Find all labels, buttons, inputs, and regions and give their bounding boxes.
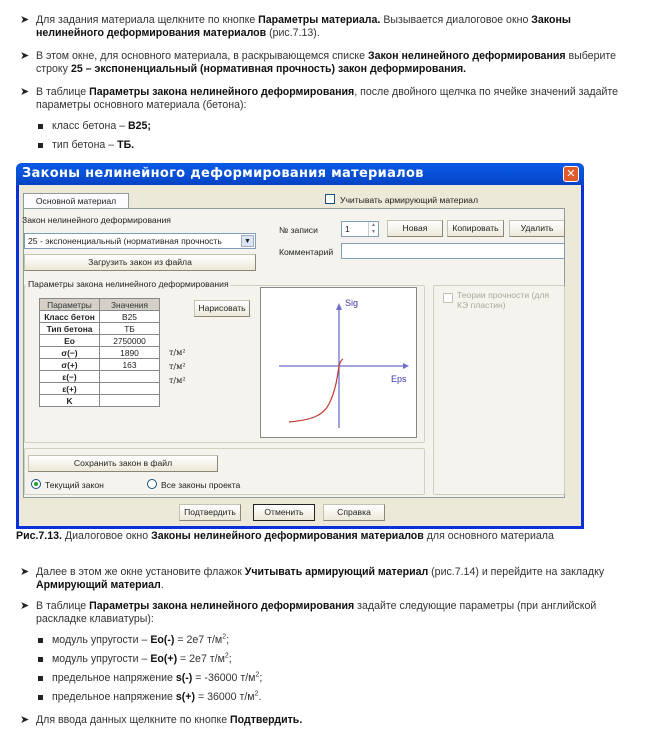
deformation-curve	[289, 359, 343, 422]
param-value-cell[interactable]: ТБ	[100, 323, 160, 335]
help-button[interactable]: Справка	[323, 504, 385, 521]
param-name: ε(+)	[40, 383, 100, 395]
radio-label: Все законы проекта	[161, 480, 241, 490]
table-row[interactable]	[40, 311, 160, 323]
law-select[interactable]	[24, 233, 256, 249]
instruction-step	[20, 566, 630, 592]
square-bullet-icon	[38, 695, 43, 700]
bullet-text: тип бетона – ТБ.	[52, 139, 135, 151]
param-value-cell[interactable]	[100, 371, 160, 383]
arrow-bullet-icon: ➤	[20, 600, 30, 612]
instruction-text: В таблице Параметры закона нелинейного деформирования, после двойного щелчка по ячейке значений задайте параметры основного материала (бетона):	[36, 86, 619, 111]
record-label: № записи	[279, 225, 318, 235]
tab-main-material[interactable]: Основной материал	[23, 193, 129, 209]
stress-strain-chart	[261, 288, 416, 437]
checkbox-box[interactable]	[325, 194, 335, 204]
param-value-cell[interactable]: B25	[100, 311, 160, 323]
nonlinear-laws-dialog	[16, 163, 584, 529]
table-header-row	[40, 299, 160, 311]
law-label: Закон нелинейного деформирования	[22, 215, 171, 225]
instruction-text: В этом окне, для основного материала, в раскрывающемся списке Закон нелинейного деформирования выберите строку 25 – экспоненциальный (нормативная прочность) закон деформирования.	[36, 50, 617, 75]
instruction-step	[20, 50, 630, 76]
unit-label: т/м²	[169, 376, 186, 385]
instruction-text: Для задания материала щелкните по кнопке Параметры материала. Вызывается диалоговое окно Законы нелинейного деформирования материалов (рис.7.13).	[36, 14, 571, 39]
new-record-button[interactable]: Новая	[387, 220, 443, 237]
close-icon[interactable]: ✕	[563, 166, 579, 182]
bullet-text: модуль упругости – Eo(-) = 2e7 $т/м^2$;	[52, 633, 230, 646]
square-bullet-icon	[38, 143, 43, 148]
arrow-bullet-icon: ➤	[20, 566, 30, 578]
load-law-button[interactable]: Загрузить закон из файла	[24, 254, 256, 271]
figure-caption: Рис.7.13. Диалоговое окно Законы нелинейного деформирования материалов для основного материала	[16, 530, 554, 542]
instruction-text: Для ввода данных щелкните по кнопке Подтвердить.	[36, 714, 303, 726]
bullet-item	[36, 634, 626, 647]
record-spinner[interactable]	[341, 221, 379, 237]
radio-button[interactable]	[147, 479, 157, 489]
param-name: σ(+)	[40, 359, 100, 371]
bullet-text: предельное напряжение s(-) = -36000 $т/м^2$;	[52, 671, 263, 684]
theory-checkbox[interactable]	[443, 290, 553, 310]
param-name: ε(−)	[40, 371, 100, 383]
radio-label: Текущий закон	[45, 480, 104, 490]
instruction-step	[20, 600, 630, 626]
bullet-text: модуль упругости – Eo(+) = 2e7 $т/м^2$;	[52, 652, 232, 665]
table-row[interactable]	[40, 371, 160, 383]
radio-all-laws[interactable]	[147, 479, 240, 490]
unit-label: т/м²	[169, 362, 186, 371]
cancel-button[interactable]: Отменить	[253, 504, 315, 521]
table-row[interactable]	[40, 395, 160, 407]
param-name: σ(−)	[40, 347, 100, 359]
arrow-bullet-icon: ➤	[20, 714, 30, 726]
bullet-item	[36, 653, 626, 666]
square-bullet-icon	[38, 124, 43, 129]
instruction-text: В таблице Параметры закона нелинейного деформирования задайте следующие параметры (при английской раскладке клавиатуры):	[36, 600, 597, 625]
radio-current-law[interactable]	[31, 479, 104, 490]
param-value-cell[interactable]	[100, 383, 160, 395]
param-value-cell[interactable]: 2750000	[100, 335, 160, 347]
law-plot	[260, 287, 417, 438]
checkbox-box[interactable]	[443, 293, 453, 303]
bullet-text: класс бетона – B25;	[52, 120, 151, 132]
spinner-arrows-icon[interactable]: ▲ ▼	[368, 222, 378, 236]
arrow-bullet-icon: ➤	[20, 86, 30, 98]
y-axis-arrow-icon	[336, 303, 342, 310]
bullet-item	[36, 139, 626, 152]
param-value-cell[interactable]: 1890	[100, 347, 160, 359]
dialog-titlebar[interactable]	[16, 163, 584, 185]
table-row[interactable]	[40, 383, 160, 395]
params-table[interactable]	[39, 298, 160, 407]
bullet-item	[36, 120, 626, 133]
comment-input[interactable]	[341, 243, 565, 259]
instruction-step	[20, 86, 630, 112]
draw-button[interactable]: Нарисовать	[194, 300, 250, 317]
param-value-cell[interactable]	[100, 395, 160, 407]
reinforce-checkbox-label: Учитывать армирующий материал	[340, 195, 478, 205]
chevron-down-icon[interactable]: ▼	[241, 235, 254, 247]
theory-group	[433, 285, 565, 495]
instruction-text: Далее в этом же окне установите флажок Учитывать армирующий материал (рис.7.14) и перейдите на закладку Армирующий материал.	[36, 566, 605, 591]
y-axis-label: Sig	[345, 298, 359, 308]
unit-label: т/м²	[169, 348, 186, 357]
table-row[interactable]	[40, 335, 160, 347]
square-bullet-icon	[38, 676, 43, 681]
radio-button[interactable]	[31, 479, 41, 489]
x-axis-arrow-icon	[403, 363, 409, 369]
param-name: Eo	[40, 335, 100, 347]
column-header: Параметры	[40, 299, 100, 311]
square-bullet-icon	[38, 638, 43, 643]
record-value: 1	[345, 224, 350, 234]
reinforce-checkbox[interactable]	[325, 194, 478, 205]
bullet-item	[36, 691, 626, 704]
comment-label: Комментарий	[279, 247, 334, 257]
column-header: Значения	[100, 299, 160, 311]
arrow-bullet-icon: ➤	[20, 14, 30, 26]
confirm-button[interactable]: Подтвердить	[179, 504, 241, 521]
theory-checkbox-label: Теории прочности (для КЭ пластин)	[457, 290, 550, 310]
square-bullet-icon	[38, 657, 43, 662]
law-select-value: 25 - экспоненциальный (нормативная прочность	[28, 236, 222, 246]
bullet-item	[36, 672, 626, 685]
dialog-title: Законы нелинейного деформирования материалов	[22, 166, 424, 181]
instruction-step	[20, 14, 630, 40]
table-row[interactable]	[40, 359, 160, 371]
copy-record-button[interactable]: Копировать	[447, 220, 504, 237]
x-axis-label: Eps	[391, 374, 407, 384]
table-row[interactable]	[40, 347, 160, 359]
param-name: Тип бетона	[40, 323, 100, 335]
bullet-text: предельное напряжение s(+) = 36000 $т/м^2$.	[52, 690, 262, 703]
params-group-label: Параметры закона нелинейного деформирования	[28, 279, 229, 289]
table-row[interactable]	[40, 323, 160, 335]
param-value-cell[interactable]: 163	[100, 359, 160, 371]
arrow-bullet-icon: ➤	[20, 50, 30, 62]
instruction-step	[20, 714, 630, 727]
save-law-button[interactable]: Сохранить закон в файл	[28, 455, 218, 472]
param-name: K	[40, 395, 100, 407]
param-name: Класс бетон	[40, 311, 100, 323]
delete-record-button[interactable]: Удалить	[509, 220, 565, 237]
